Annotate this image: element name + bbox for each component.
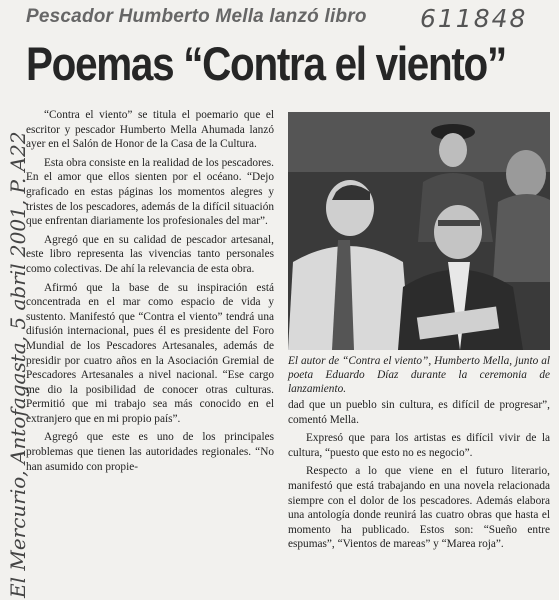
paragraph: Respecto a lo que viene en el futuro literario, manifestó que está trabajando en una novela relacionada siempre con el dolor de los pescadores. Además elabora una antología donde reunirá las cuatro obras que hasta el momento ha publicado. Estos son: “Sueño entre espumas”, “Vientos de mareas” y “Marea roja”. — [288, 465, 550, 551]
right-text-column — [288, 398, 550, 556]
paragraph: Afirmó que la base de su inspiración está concentrada en el mar como espacio de vida y sustento. Manifestó que “Contra el viento” tendrá una difusión internacional, pues él es presidente del Foro Mundial de los Pescadores Artesanales, además de presidir por cuatro años en la Asociación Gremial de Pescadores Artesanales a nivel nacional. “Ese cargo me dio la posibilidad de conocer otras culturas. Permitió que mi trabajo sea más conocido en el extranjero que en mi propio país”. — [26, 281, 274, 425]
paragraph: dad que un pueblo sin cultura, es difícil de progresar”, comentó Mella. — [288, 399, 550, 426]
paragraph: “Contra el viento” se titula el poemario que el escritor y pescador Humberto Mella Ahumada lanzó ayer en el Salón de Honor de la Casa de la Cultura. — [26, 109, 274, 151]
left-text-column — [26, 108, 274, 478]
event-photo — [288, 112, 550, 350]
article-headline: Poemas “Contra el viento” — [26, 37, 506, 90]
photo-caption: El autor de “Contra el viento”, Humberto Mella, junto al poeta Eduardo Díaz durante la ceremonia de lanzamiento. — [288, 355, 550, 395]
paragraph: Esta obra consiste en la realidad de los pescadores. En el amor que ellos sienten por el océano. “Dejo graficado en estas páginas los momentos alegres y tristes de los pescadores, además de la difícil situación que enfrentan diariamente los profesionales del mar”. — [26, 156, 274, 228]
archive-number-stamp: 611848 — [420, 4, 528, 33]
paragraph: Expresó que para los artistas es difícil vivir de la cultura, “puesto que esto no es negocio”. — [288, 432, 550, 459]
kicker-headline: Pescador Humberto Mella lanzó libro — [26, 6, 367, 27]
paragraph: Agregó que en su calidad de pescador artesanal, este libro representa las vivencias tanto personales como colectivas. De ahí la relevancia de esta obra. — [26, 233, 274, 275]
event-photo-illustration — [288, 112, 550, 350]
handwritten-source-note: El Mercurio, Antofagasta, 5 abril 2001, P. A22 — [6, 131, 30, 598]
paragraph: Agregó que este es uno de los principales problemas que tienen las autoridades regionales. “No han asumido con propie- — [26, 431, 274, 473]
